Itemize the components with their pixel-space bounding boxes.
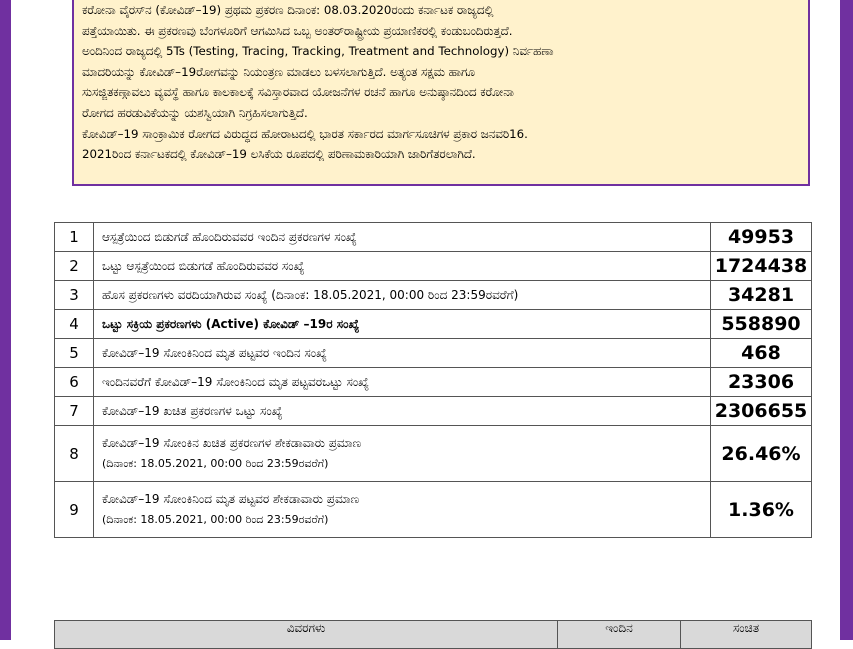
row-description: ಒಟ್ಟು ಆಸ್ಪತ್ರೆಯಿಂದ ಬಿಡುಗಡೆ ಹೊಂದಿರುವವರ ಸಂಖ್ಯೆ [94, 252, 711, 281]
table-row [55, 281, 812, 310]
intro-paragraph [82, 0, 802, 165]
row-description [94, 426, 711, 482]
row-description: ಕೋವಿಡ್–19 ಸೋಂಕಿನಿಂದ ಮೃತ ಪಟ್ಟವರ ಇಂದಿನ ಸಂಖ್ಯೆ [94, 339, 711, 368]
intro-line: ಮಾದರಿಯನ್ನು ಕೋವಿಡ್–19ರೋಗವನ್ನು ನಿಯಂತ್ರಣ ಮಾಡಲು ಬಳಸಲಾಗುತ್ತಿದೆ. ಅತ್ಯಂತ ಸಕ್ಷಮ ಹಾಗೂ [82, 64, 475, 79]
row-value: 23306 [711, 368, 812, 397]
row-value: 1.36% [711, 482, 812, 538]
table-row [55, 397, 812, 426]
table-row [55, 310, 812, 339]
row-description: ಒಟ್ಟು ಸಕ್ರಿಯ ಪ್ರಕರಣಗಳು (Active) ಕೋವಿಡ್ –19ರ ಸಂಖ್ಯೆ [94, 310, 711, 339]
details-table-header [54, 620, 812, 649]
intro-line: ಪತ್ತೆಯಾಯಿತು. ಈ ಪ್ರಕರಣವು ಬೆಂಗಳೂರಿಗೆ ಆಗಮಿಸಿದ ಒಬ್ಬ ಅಂತರ್‌ರಾಷ್ಟ್ರೀಯ ಪ್ರಯಾಣಿಕರಲ್ಲಿ ಕಂಡುಬಂದಿರುತ್ತದೆ. [82, 23, 513, 38]
table-header-row [55, 621, 812, 649]
row-description-main: ಕೋವಿಡ್–19 ಸೋಂಕಿನ ಖಚಿತ ಪ್ರಕರಣಗಳ ಶೇಕಡಾವಾರು ಪ್ರಮಾಣ [102, 436, 362, 450]
page-border-right [840, 0, 853, 640]
page-border-left [0, 0, 11, 640]
row-description: ಆಸ್ಪತ್ರೆಯಿಂದ ಬಿಡುಗಡೆ ಹೊಂದಿರುವವರ ಇಂದಿನ ಪ್ರಕರಣಗಳ ಸಂಖ್ಯೆ [94, 223, 711, 252]
row-description [94, 482, 711, 538]
table-row [55, 339, 812, 368]
row-number: 1 [55, 223, 94, 252]
row-number: 5 [55, 339, 94, 368]
header-cumulative: ಸಂಚಿತ [681, 621, 812, 649]
row-number: 2 [55, 252, 94, 281]
row-description-date: (ದಿನಾಂಕ: 18.05.2021, 00:00 ರಿಂದ 23:59ರವರೆಗೆ) [102, 457, 329, 470]
header-today: ಇಂದಿನ [558, 621, 681, 649]
row-value: 468 [711, 339, 812, 368]
row-value: 49953 [711, 223, 812, 252]
intro-line: ಸುಸಜ್ಜಿತಕಣ್ಗಾವಲು ವ್ಯವಸ್ಥೆ ಹಾಗೂ ಕಾಲಕಾಲಕ್ಕೆ ಸವಿಸ್ತಾರವಾದ ಯೋಜನೆಗಳ ರಚನೆ ಹಾಗೂ ಅನುಷ್ಠಾನದಿಂದ ಕರೋನಾ [82, 85, 514, 100]
row-value: 26.46% [711, 426, 812, 482]
intro-line: ರೋಗದ ಹರಡುವಿಕೆಯನ್ನು ಯಶಸ್ವಿಯಾಗಿ ನಿಗ್ರಹಿಸಲಾಗುತ್ತಿದೆ. [82, 105, 308, 120]
table-row [55, 482, 812, 538]
row-value: 1724438 [711, 252, 812, 281]
row-value: 2306655 [711, 397, 812, 426]
row-number: 3 [55, 281, 94, 310]
table-row [55, 252, 812, 281]
row-number: 9 [55, 482, 94, 538]
row-number: 7 [55, 397, 94, 426]
covid-stats-table [54, 222, 812, 538]
intro-line: ಕರೋನಾ ವೈರಸ್‌ನ (ಕೋವಿಡ್–19) ಪ್ರಥಮ ಪ್ರಕರಣ ದಿನಾಂಕ: 08.03.2020ರಂದು ಕರ್ನಾಟಕ ರಾಜ್ಯದಲ್ಲಿ [82, 3, 494, 17]
row-value: 558890 [711, 310, 812, 339]
header-details: ವಿವರಗಳು [55, 621, 558, 649]
table-row [55, 426, 812, 482]
row-description-main: ಕೋವಿಡ್–19 ಸೋಂಕಿನಿಂದ ಮೃತ ಪಟ್ಟವರ ಶೇಕಡಾವಾರು ಪ್ರಮಾಣ [102, 492, 360, 506]
row-value: 34281 [711, 281, 812, 310]
row-number: 8 [55, 426, 94, 482]
table-row [55, 368, 812, 397]
row-number: 6 [55, 368, 94, 397]
table-row [55, 223, 812, 252]
row-description: ಕೋವಿಡ್–19 ಖಚಿತ ಪ್ರಕರಣಗಳ ಒಟ್ಟು ಸಂಖ್ಯೆ [94, 397, 711, 426]
row-number: 4 [55, 310, 94, 339]
intro-line: ಅಂದಿನಿಂದ ರಾಜ್ಯದಲ್ಲಿ 5Ts (Testing, Tracing, Tracking, Treatment and Technology) ನಿರ್ವಹಣಾ [82, 44, 554, 59]
intro-line: ಕೋವಿಡ್–19 ಸಾಂಕ್ರಾಮಿಕ ರೋಗದ ವಿರುದ್ಧದ ಹೋರಾಟದಲ್ಲಿ ಭಾರತ ಸರ್ಕಾರದ ಮಾರ್ಗಸೂಚಿಗಳ ಪ್ರಕಾರ ಜನವರಿ16. [82, 126, 528, 141]
intro-line: 2021ರಿಂದ ಕರ್ನಾಟಕದಲ್ಲಿ ಕೋವಿಡ್–19 ಲಸಿಕೆಯ ರೂಪದಲ್ಲಿ ಪರಿಣಾಮಕಾರಿಯಾಗಿ ಜಾರಿಗೆತರಲಾಗಿದೆ. [82, 147, 476, 162]
row-description: ಇಂದಿನವರೆಗೆ ಕೋವಿಡ್–19 ಸೋಂಕಿನಿಂದ ಮೃತ ಪಟ್ಟವರಒಟ್ಟು ಸಂಖ್ಯೆ [94, 368, 711, 397]
row-description: ಹೊಸ ಪ್ರಕರಣಗಳು ವರದಿಯಾಗಿರುವ ಸಂಖ್ಯೆ (ದಿನಾಂಕ: 18.05.2021, 00:00 ರಿಂದ 23:59ರವರೆಗೆ) [94, 281, 711, 310]
row-description-date: (ದಿನಾಂಕ: 18.05.2021, 00:00 ರಿಂದ 23:59ರವರೆಗೆ) [102, 513, 329, 526]
